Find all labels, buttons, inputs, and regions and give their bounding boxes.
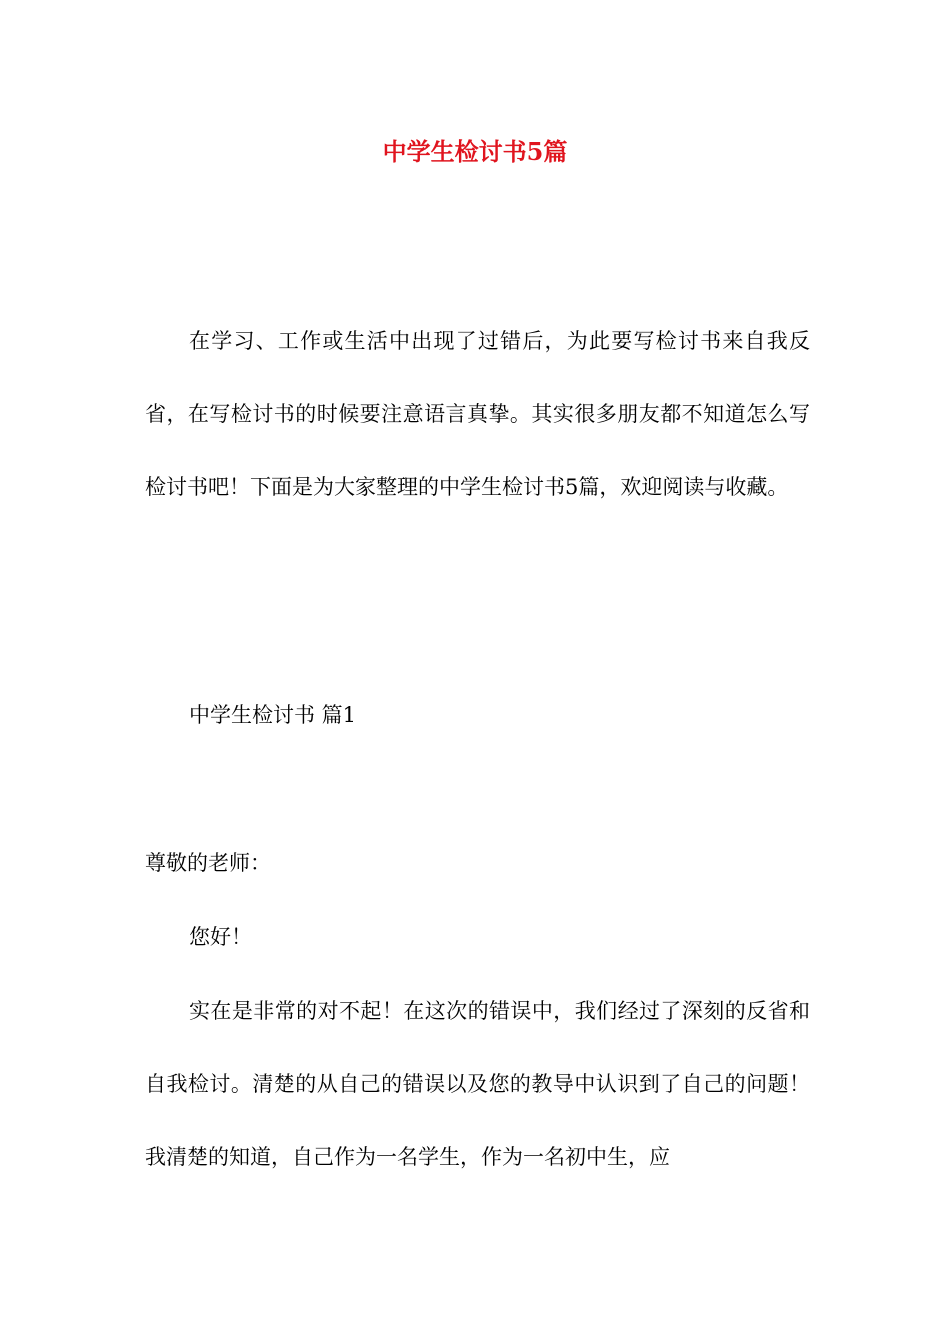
intro-paragraph: 在学习、工作或生活中出现了过错后，为此要写检讨书来自我反省，在写检讨书的时候要注意语言真挚。其实很多朋友都不知道怎么写检讨书吧！下面是为大家整理的中学生检讨书5篇，欢迎阅读与收藏。 [145,329,810,499]
body-paragraph: 实在是非常的对不起！在这次的错误中，我们经过了深刻的反省和自我检讨。清楚的从自己的错误以及您的教导中认识到了自己的问题！我清楚的知道，自己作为一名学生，作为一名初中生，应 [145,999,810,1169]
document-title: 中学生检讨书5篇 [382,137,568,166]
section-heading: 中学生检讨书 篇1 [189,703,357,727]
greeting: 您好！ [189,925,252,949]
salutation: 尊敬的老师： [145,851,271,875]
